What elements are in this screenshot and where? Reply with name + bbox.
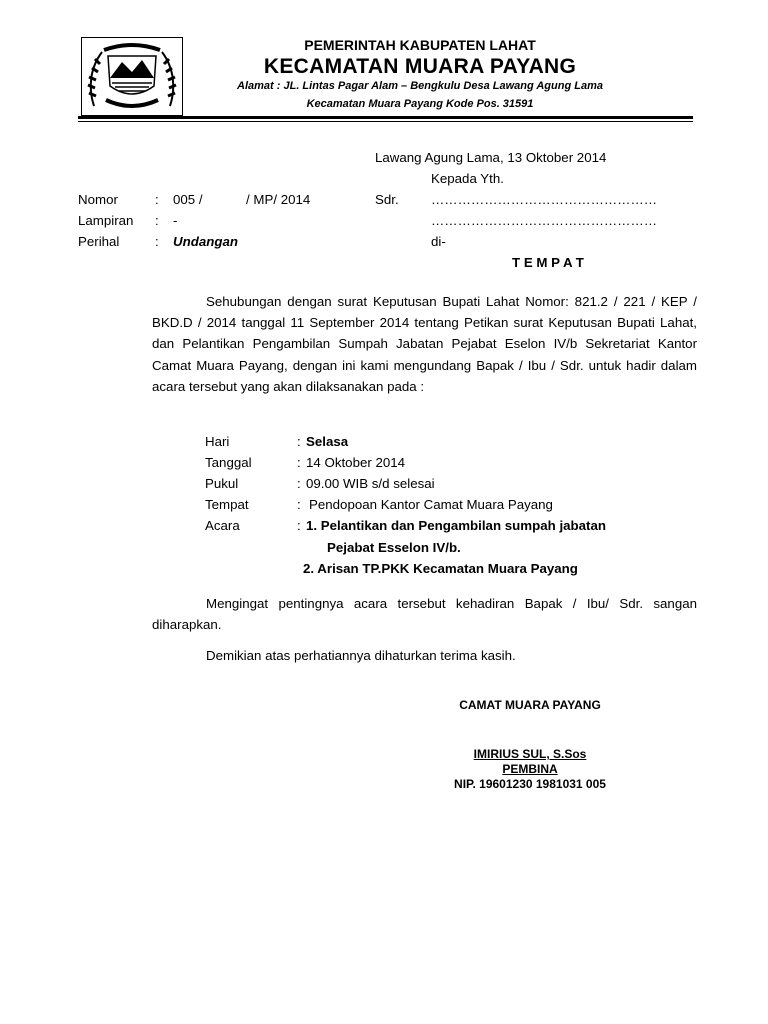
perihal-colon: : <box>155 234 159 249</box>
letterhead-postcode: Kecamatan Muara Payang Kode Pos. 31591 <box>306 98 534 110</box>
detail-acara-colon: : <box>297 518 301 533</box>
letterhead-office: KECAMATAN MUARA PAYANG <box>263 55 577 78</box>
detail-tempat-value: Pendopoan Kantor Camat Muara Payang <box>309 497 553 512</box>
detail-acara-item-2: 2. Arisan TP.PKK Kecamatan Muara Payang <box>303 561 578 576</box>
recipient-name-dots: …………………………………………… <box>431 192 658 207</box>
detail-tanggal-label: Tanggal <box>205 455 252 470</box>
detail-pukul-colon: : <box>297 476 301 491</box>
letterhead-government: PEMERINTAH KABUPATEN LAHAT <box>304 37 536 53</box>
letterhead-divider-thin <box>78 121 693 122</box>
lampiran-label: Lampiran <box>78 213 134 228</box>
detail-pukul-value: 09.00 WIB s/d selesai <box>306 476 435 491</box>
detail-hari-label: Hari <box>205 434 230 449</box>
lampiran-colon: : <box>155 213 159 228</box>
lampiran-value: - <box>173 213 178 228</box>
letterhead-address: Alamat : JL. Lintas Pagar Alam – Bengkulu Desa Lawang Agung Lama <box>237 80 603 92</box>
closing-paragraph-1 <box>152 593 697 635</box>
nomor-colon: : <box>155 192 159 207</box>
detail-tanggal-colon: : <box>297 455 301 470</box>
recipient-tempat: T E M P A T <box>512 255 584 270</box>
perihal-label: Perihal <box>78 234 120 249</box>
kabupaten-lahat-emblem-icon <box>82 38 182 115</box>
detail-acara-item-1: 1. Pelantikan dan Pengambilan sumpah jabatan <box>306 518 606 533</box>
detail-hari-colon: : <box>297 434 301 449</box>
signature-title: CAMAT MUARA PAYANG <box>459 698 601 712</box>
nomor-value-suffix: / MP/ 2014 <box>246 192 311 207</box>
detail-acara-item-1-cont: Pejabat Esselon IV/b. <box>327 540 461 555</box>
signature-rank: PEMBINA <box>502 762 558 776</box>
place-date: Lawang Agung Lama, 13 Oktober 2014 <box>375 150 607 165</box>
closing-paragraph-2: Demikian atas perhatiannya dihaturkan terima kasih. <box>206 648 516 663</box>
signature-nip: NIP. 19601230 1981031 005 <box>454 777 606 791</box>
recipient-di: di- <box>431 234 446 249</box>
closing-text-1: Mengingat pentingnya acara tersebut kehadiran Bapak / Ibu/ Sdr. sangan diharapkan. <box>152 596 697 633</box>
recipient-sdr-label: Sdr. <box>375 192 399 207</box>
recipient-kepada: Kepada Yth. <box>431 171 504 186</box>
body-intro-text: Sehubungan dengan surat Keputusan Bupati Lahat Nomor: 821.2 / 221 / KEP / BKD.D / 2014 tanggal 11 September 2014 tentang Petikan surat Keputusan Bupati Lahat, dan Pelantikan Pengambilan Sumpah Jabatan Pejabat Eselon IV/b Sekretariat Kantor Camat Muara Payang, dengan ini kami mengundang Bapak / Ibu / Sdr. untuk hadir dalam acara tersebut yang akan dilaksanakan pada : <box>152 294 697 394</box>
detail-tanggal-value: 14 Oktober 2014 <box>306 455 406 470</box>
body-intro-paragraph <box>152 291 697 397</box>
detail-pukul-label: Pukul <box>205 476 239 491</box>
nomor-label: Nomor <box>78 192 118 207</box>
perihal-value: Undangan <box>173 234 239 249</box>
detail-tempat-label: Tempat <box>205 497 249 512</box>
detail-acara-label: Acara <box>205 518 240 533</box>
detail-hari-value: Selasa <box>306 434 349 449</box>
detail-tempat-colon: : <box>297 497 301 512</box>
letterhead-logo <box>81 37 183 116</box>
signature-name: IMIRIUS SUL, S.Sos <box>473 747 587 761</box>
nomor-value-prefix: 005 / <box>173 192 203 207</box>
recipient-address-dots: …………………………………………… <box>431 213 658 228</box>
letterhead-divider-thick <box>78 116 693 119</box>
